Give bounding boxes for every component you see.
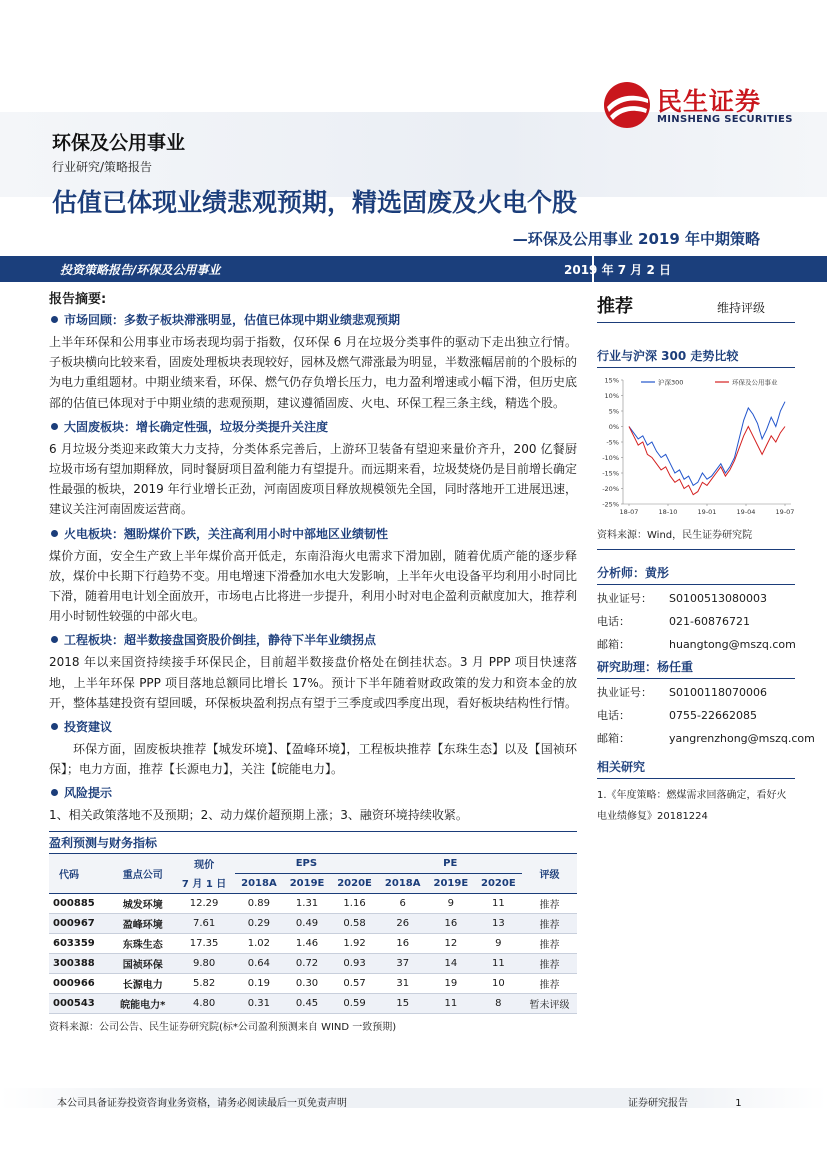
minsheng-logo-icon [601, 80, 653, 130]
cell-eps-2019: 1.31 [283, 893, 331, 913]
rating-box [597, 292, 795, 323]
cell-eps-2019: 0.45 [283, 993, 331, 1013]
cell-name: 城发环境 [112, 893, 174, 913]
contact-label: 执业证号： [597, 686, 652, 699]
cell-pe-2018: 16 [378, 933, 427, 953]
cell-code: 000967 [49, 913, 112, 933]
th-price: 现价 [194, 859, 215, 871]
contact-label: 电话： [597, 709, 630, 722]
section-body-investment: 环保方面，固废板块推荐【城发环境】、【盈峰环境】，工程板块推荐【东珠生态】以及【国祯环保】；电力方面，推荐【长源电力】，关注【皖能电力】。 [49, 742, 577, 777]
cell-eps-2020: 1.16 [331, 893, 379, 913]
sector-name: 环保及公用事业 [52, 132, 186, 154]
section-heading-text: 大固废板块：增长确定性强，垃圾分类提升关注度 [64, 419, 329, 434]
category-label: 投资策略报告/环保及公用事业 [60, 263, 221, 277]
th-pe-2020: 2020E [481, 877, 516, 889]
section-body-solid-waste: 6 月垃圾分类迎来政策大力支持，分类体系完善后，上游环卫装备有望迎来量价齐升，200 亿餐厨垃圾市场有望加期释放，同时餐厨项目盈利能力有望提升。而远期来看，垃圾焚烧仍是目前增长确定性最强的板块，2019 年行业增长正劲，河南固废项目释放规模领先全国，同时落地开工进展迅速，建议关注河南固废运营商。 [49, 441, 578, 517]
section-heading-investment [49, 718, 577, 735]
chart-x-tick-label: 18-10 [658, 508, 678, 516]
cell-pe-2019: 9 [427, 893, 475, 913]
cell-eps-2018: 0.29 [235, 913, 284, 933]
th-name: 重点公司 [122, 869, 163, 881]
financial-table-body [49, 893, 577, 1013]
th-eps: EPS [235, 854, 379, 874]
contact-label: 执业证号： [597, 592, 652, 605]
logo-english-name: MINSHENG SECURITIES [657, 114, 793, 125]
table-source-note: 资料来源：公司公告、民生证券研究院(标*公司盈利预测来自 WIND 一致预期) [49, 1021, 397, 1033]
page-number: 1 [735, 1098, 742, 1109]
section-heading-thermal-power [49, 525, 577, 542]
cell-pe-2020: 13 [475, 913, 523, 933]
chart-y-tick-label: -15% [602, 469, 619, 478]
analyst-contact-row [597, 633, 795, 656]
cell-pe-2020: 11 [475, 953, 523, 973]
section-body-thermal-power: 煤价方面，安全生产致上半年煤价高开低走，东南沿海火电需求下滑加剧，随着优质产能的逐步释放，煤价中长期下行趋势不变。用电增速下滑叠加水电大发影响，上半年火电设备平均利用小时同比下滑，随着用电计划全面放开，市场电占比将进一步提升，利用小时对电企盈利贡献度加大，推荐利用小时韧性较强的中部火电。 [49, 548, 578, 624]
bullet-icon [51, 423, 58, 430]
cell-pe-2020: 11 [475, 893, 523, 913]
cell-pe-2018: 26 [378, 913, 427, 933]
contact-value: 021-60876721 [669, 615, 750, 628]
cell-price: 9.80 [174, 953, 235, 973]
chart-lines [629, 402, 785, 495]
table-row [49, 953, 577, 973]
rating-status: 维持评级 [716, 301, 765, 315]
cell-eps-2019: 0.72 [283, 953, 331, 973]
rating-value: 推荐 [597, 296, 633, 317]
chart-y-tick-label: 0% [608, 423, 619, 431]
chart-x-tick-label: 19-01 [697, 508, 717, 516]
th-eps-2020: 2020E [337, 877, 372, 889]
th-eps-2018: 2018A [241, 877, 277, 889]
cell-rating: 推荐 [522, 913, 577, 933]
chart-y-tick-label: 15% [604, 376, 619, 385]
cell-pe-2019: 11 [427, 993, 475, 1013]
chart-source: 资料来源：Wind，民生证券研究院 [597, 526, 795, 550]
chart-y-tick-label: 10% [604, 392, 619, 400]
analyst-contacts [597, 587, 795, 656]
cell-rating: 推荐 [522, 893, 577, 913]
table-row [49, 993, 577, 1013]
section-heading-text: 市场回顾：多数子板块滞涨明显，估值已体现中期业绩悲观预期 [64, 313, 401, 327]
cell-eps-2018: 0.64 [235, 953, 284, 973]
cell-pe-2019: 12 [427, 933, 475, 953]
cell-eps-2020: 0.58 [331, 913, 379, 933]
cell-price: 12.29 [174, 893, 235, 913]
cell-pe-2020: 9 [475, 933, 523, 953]
chart-x-tick-label: 19-04 [736, 508, 756, 516]
cell-eps-2018: 0.19 [235, 973, 284, 993]
section-heading-risk [49, 784, 577, 801]
cell-pe-2018: 15 [378, 993, 427, 1013]
chart-legend [641, 378, 778, 387]
logo [601, 80, 791, 130]
contact-label: 邮箱： [597, 638, 630, 651]
cell-pe-2019: 16 [427, 913, 475, 933]
cell-code: 000966 [49, 973, 112, 993]
assistant-contact-row [597, 704, 795, 727]
cell-eps-2018: 0.31 [235, 993, 284, 1013]
bullet-icon [51, 530, 58, 537]
cell-pe-2018: 31 [378, 973, 427, 993]
cell-code: 603359 [49, 933, 112, 953]
bullet-icon [51, 789, 58, 796]
cell-rating: 暂未评级 [522, 993, 577, 1013]
contact-label: 电话： [597, 615, 630, 628]
cell-rating: 推荐 [522, 933, 577, 953]
contact-value: S0100513080003 [669, 592, 767, 605]
cell-name: 东珠生态 [112, 933, 174, 953]
chart-x-tick-label: 18-07 [619, 508, 639, 516]
report-type: 行业研究/策略报告 [52, 160, 153, 174]
section-heading-text: 工程板块：超半数接盘国资股价倒挂，静待下半年业绩拐点 [64, 633, 377, 648]
cell-eps-2019: 0.30 [283, 973, 331, 993]
cell-eps-2018: 1.02 [235, 933, 284, 953]
report-title: 估值已体现业绩悲观预期，精选固废及火电个股 [52, 188, 578, 217]
cell-rating: 推荐 [522, 953, 577, 973]
section-heading-text: 投资建议 [64, 720, 113, 735]
footer-report-type: 证券研究报告 [628, 1098, 688, 1109]
section-heading-solid-waste [49, 418, 577, 435]
bullet-icon [51, 723, 58, 730]
chart-x-tick-label: 19-07 [775, 508, 795, 516]
table-row [49, 933, 577, 953]
cell-eps-2020: 0.93 [331, 953, 379, 973]
contact-value: S0100118070006 [669, 686, 767, 699]
cell-pe-2019: 19 [427, 973, 475, 993]
bullet-icon [51, 636, 58, 643]
report-date: 2019 年 7 月 2 日 [564, 263, 671, 277]
report-subtitle: —环保及公用事业 2019 年中期策略 [512, 230, 760, 248]
chart-legend-label: 环保及公用事业 [732, 378, 778, 387]
financial-table [49, 854, 577, 1014]
section-body-market: 上半年环保和公用事业市场表现均弱于指数，仅环保 6 月在垃圾分类事件的驱动下走出独立行情。子板块横向比较来看，固废处理板块表现较好，园林及燃气滞涨最为明显，半数涨幅居前的个股标的为电力重组题材。中期业绩来看，环保、燃气仍存负增长压力，电力盈利增速或小幅下滑，但历史底部的估值已体现对于中期业绩的悲观预期，建议遵循固废、火电、环保工程三条主线，精选个股。 [49, 335, 578, 410]
section-heading-text: 风险提示 [64, 786, 113, 801]
cell-pe-2018: 6 [378, 893, 427, 913]
cell-pe-2019: 14 [427, 953, 475, 973]
th-code: 代码 [59, 869, 79, 881]
table-row [49, 913, 577, 933]
related-title: 相关研究 [597, 758, 795, 779]
chart-y-tick-label: -10% [602, 454, 619, 462]
table-row [49, 893, 577, 913]
th-rating: 评级 [539, 869, 560, 881]
table-row [49, 973, 577, 993]
footer-disclaimer: 本公司具备证券投资咨询业务资格，请务必阅读最后一页免责声明 [57, 1098, 347, 1109]
assistant-contacts [597, 681, 815, 750]
section-heading-text: 火电板块：翘盼煤价下跌，关注高利用小时中部地区业绩韧性 [64, 526, 389, 541]
cell-name: 皖能电力* [112, 993, 174, 1013]
contact-value[interactable]: yangrenzhong@mszq.com [669, 732, 815, 745]
th-pe-2019: 2019E [433, 877, 469, 889]
chart-y-tick-label: 5% [608, 407, 619, 416]
assistant-contact-row [597, 727, 815, 750]
contact-label: 邮箱： [597, 732, 630, 745]
cell-rating: 推荐 [522, 973, 577, 993]
summary-title: 报告摘要: [49, 292, 107, 307]
summary-column [49, 288, 577, 1033]
cell-price: 5.82 [174, 973, 235, 993]
assistant-contact-row [597, 681, 795, 704]
cell-eps-2020: 0.59 [331, 993, 379, 1013]
cell-pe-2020: 10 [475, 973, 523, 993]
cell-pe-2020: 8 [475, 993, 523, 1013]
section-heading-engineering [49, 631, 577, 648]
th-pe: PE [378, 854, 522, 874]
trend-chart [597, 372, 795, 522]
cell-price: 4.80 [174, 993, 235, 1013]
cell-eps-2020: 1.92 [331, 933, 379, 953]
bullet-icon [51, 316, 58, 323]
section-body-engineering: 2018 年以来国资持续接手环保民企，目前超半数接盘价格处在倒挂状态。3 月 PPP 项目快速落地，上半年环保 PPP 项目落地总额同比增长 17%。预计下半年随着财政政策的发力和资本金的放开，整体基建投资有望回暖，环保板块盈利拐点有望于三季度或四季度出现，看好板块结构性行情。 [49, 655, 578, 710]
analyst-contact-row [597, 610, 795, 633]
chart-y-tick-label: -20% [602, 485, 619, 493]
cell-name: 盈峰环境 [112, 913, 174, 933]
th-eps-2019: 2019E [289, 877, 325, 889]
cell-price: 7.61 [174, 913, 235, 933]
cell-price: 17.35 [174, 933, 235, 953]
cell-code: 300388 [49, 953, 112, 973]
cell-eps-2019: 0.49 [283, 913, 331, 933]
contact-value[interactable]: huangtong@mszq.com [669, 638, 796, 651]
cell-eps-2019: 1.46 [283, 933, 331, 953]
cell-pe-2018: 37 [378, 953, 427, 973]
cell-eps-2018: 0.89 [235, 893, 284, 913]
section-body-risk: 1、相关政策落地不及预期；2、动力煤价超预期上涨；3、融资环境持续收紧。 [49, 808, 468, 823]
th-pe-2018: 2018A [384, 877, 421, 889]
cell-code: 000543 [49, 993, 112, 1013]
th-price-date: 7 月 1 日 [181, 879, 227, 891]
cell-code: 000885 [49, 893, 112, 913]
cell-name: 长源电力 [112, 973, 174, 993]
analyst-contact-row [597, 587, 795, 610]
section-heading-market [49, 311, 577, 328]
cell-eps-2020: 0.57 [331, 973, 379, 993]
sidebar [597, 292, 815, 827]
chart-y-tick-label: -25% [602, 500, 619, 509]
contact-value: 0755-22662085 [669, 709, 757, 722]
logo-chinese-name: 民生证券 [657, 87, 762, 116]
chart-series-line-0 [629, 402, 785, 486]
related-item[interactable]: 1.《年度策略：燃煤需求回落确定，看好火电业绩修复》20181224 [597, 790, 787, 822]
analyst-title: 分析师：黄彤 [597, 564, 795, 585]
cell-name: 国祯环保 [112, 953, 174, 973]
chart-legend-label: 沪深300 [658, 378, 684, 387]
footer-label [628, 1094, 742, 1109]
assistant-title: 研究助理：杨任重 [597, 658, 795, 679]
chart-y-tick-label: -5% [606, 438, 619, 447]
chart-title: 行业与沪深 300 走势比较 [597, 347, 795, 368]
table-title: 盈利预测与财务指标 [49, 831, 577, 854]
